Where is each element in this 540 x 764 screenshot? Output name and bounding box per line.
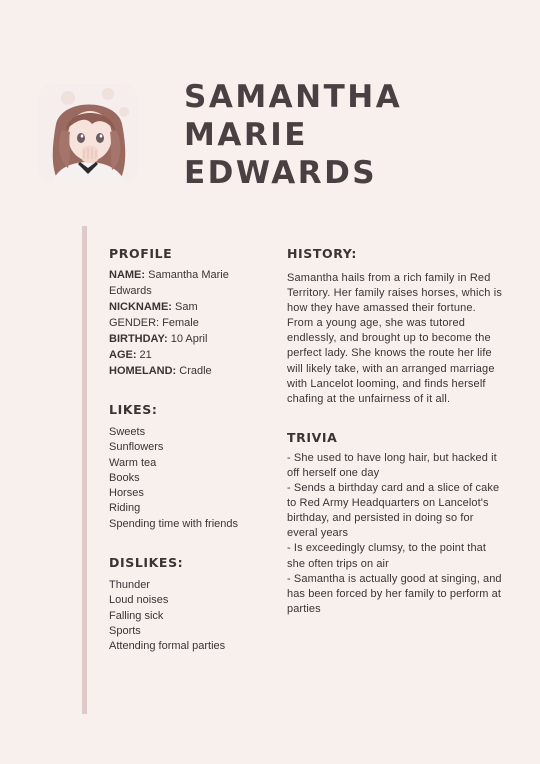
profile-heading: PROFILE <box>109 246 173 261</box>
avatar <box>38 84 138 184</box>
dislikes-heading: DISLIKES: <box>109 555 184 571</box>
profile-birthday-row: BIRTHDAY: 10 April <box>109 333 208 345</box>
profile-details <box>109 267 274 379</box>
left-column <box>109 245 274 655</box>
list-item: Falling sick <box>109 609 164 622</box>
list-item: Sports <box>109 624 141 637</box>
profile-homeland-row: HOMELAND: Cradle <box>109 365 212 377</box>
list-item: - Sends a birthday card and a slice of cake to Red Army Headquarters on Lancelot's birthday, and persisted in doing so for everal years <box>287 482 500 540</box>
list-item: Warm tea <box>109 456 157 469</box>
anime-girl-portrait-icon <box>38 84 138 184</box>
title-line-2: MARIE <box>184 117 308 153</box>
history-text: Samantha hails from a rich family in Red Territory. Her family raises horses, which is how they have amassed their fortune. From a young age, she was tutored endlessly, and brought up to become the perfect lady. She knows the route her life will likely take, with an arranged marriage with Lancelot looming, and finds herself chafing at the unfairness of it all. <box>287 272 502 405</box>
title-line-3: EDWARDS <box>184 155 378 191</box>
list-item: Sunflowers <box>109 441 164 454</box>
list-item: - Samantha is actually good at singing, and has been forced by her family to perform at parties <box>287 572 502 615</box>
list-item: Horses <box>109 487 144 500</box>
trivia-heading: TRIVIA <box>287 429 338 445</box>
list-item: Books <box>109 471 140 484</box>
likes-list <box>109 425 274 532</box>
profile-gender-row: GENDER: Female <box>109 317 199 329</box>
page-title <box>184 78 484 192</box>
profile-nickname-row: NICKNAME: Sam <box>109 301 198 313</box>
list-item: - She used to have long hair, but hacked it off herself one day <box>287 451 497 479</box>
title-line-1: SAMANTHA <box>184 79 403 115</box>
list-item: Riding <box>109 502 141 515</box>
trivia-list <box>287 451 502 617</box>
list-item: Attending formal parties <box>109 640 226 653</box>
profile-name-row: NAME: Samantha Marie Edwards <box>109 269 229 297</box>
accent-divider <box>82 226 87 714</box>
list-item: Thunder <box>109 579 150 592</box>
profile-age-row: AGE: 21 <box>109 349 152 361</box>
likes-heading: LIKES: <box>109 402 158 417</box>
right-column <box>287 245 502 617</box>
list-item: Spending time with friends <box>109 517 239 530</box>
dislikes-list <box>109 578 274 654</box>
list-item: Sweets <box>109 426 146 438</box>
history-heading: HISTORY: <box>287 246 357 261</box>
list-item: Loud noises <box>109 594 169 607</box>
list-item: - Is exceedingly clumsy, to the point that she often trips on air <box>287 542 487 570</box>
